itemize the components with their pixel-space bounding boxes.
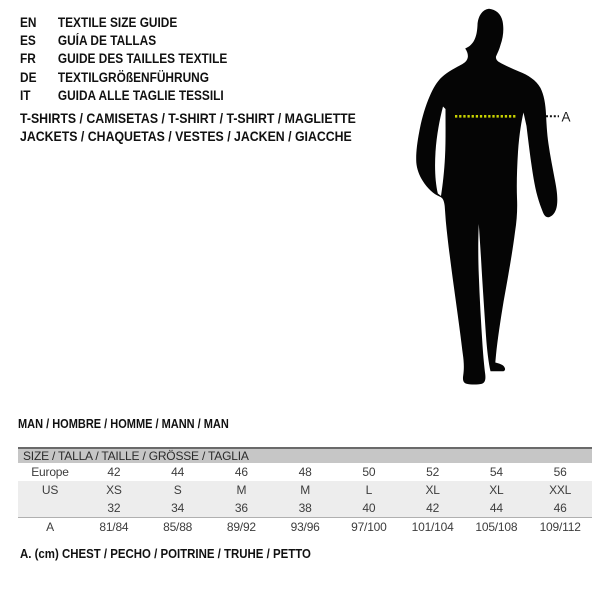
cell: XXL <box>528 481 592 499</box>
cell: 52 <box>426 465 440 479</box>
cell: 34 <box>146 499 210 518</box>
cell: 85/88 <box>146 518 210 537</box>
cell: 56 <box>553 465 567 479</box>
size-table-header: SIZE / TALLA / TAILLE / GRÖSSE / TAGLIA <box>18 448 592 463</box>
cell: XL <box>465 481 529 499</box>
row-label: US <box>18 481 82 499</box>
lang-code: ES <box>20 33 36 49</box>
table-row-alt-size <box>18 499 592 518</box>
cell: 48 <box>298 465 312 479</box>
man-silhouette <box>416 9 557 385</box>
row-label <box>18 499 82 518</box>
cell: 46 <box>528 499 592 518</box>
measurement-footnote: A. (cm) CHEST / PECHO / POITRINE / TRUHE / PETTO <box>20 546 311 561</box>
cell: 44 <box>465 499 529 518</box>
measure-label-a: A <box>561 109 571 125</box>
cell: 89/92 <box>210 518 274 537</box>
lang-label: TEXTILE SIZE GUIDE <box>57 15 178 30</box>
cell: M <box>210 481 274 499</box>
size-table-container <box>18 447 592 536</box>
cell: 50 <box>362 465 376 479</box>
lang-code: EN <box>20 15 37 30</box>
lang-label: GUIDA ALLE TAGLIE TESSILI <box>57 87 224 103</box>
category-line-tshirts: T-SHIRTS / CAMISETAS / T-SHIRT / T-SHIRT / MAGLIETTE <box>20 110 356 126</box>
lang-code: FR <box>20 51 36 67</box>
cell: 54 <box>489 465 503 479</box>
cell: 46 <box>234 465 248 479</box>
cell: 36 <box>210 499 274 518</box>
row-label: A <box>18 518 82 537</box>
cell: 44 <box>171 465 185 479</box>
size-table <box>18 447 592 536</box>
cell: 97/100 <box>337 518 401 537</box>
row-label: Europe <box>31 465 69 479</box>
cell: 32 <box>82 499 146 518</box>
table-row-chest-a <box>18 518 592 537</box>
section-title-man: MAN / HOMBRE / HOMME / MANN / MAN <box>18 417 229 431</box>
cell: 93/96 <box>273 518 337 537</box>
cell: XS <box>82 481 146 499</box>
cell: 40 <box>337 499 401 518</box>
lang-label: GUIDE DES TAILLES TEXTILE <box>57 51 228 67</box>
category-line-jackets: JACKETS / CHAQUETAS / VESTES / JACKEN / GIACCHE <box>20 128 352 145</box>
size-table-header-row <box>18 448 592 463</box>
cell: XL <box>401 481 465 499</box>
cell: M <box>273 481 337 499</box>
table-row-us <box>18 481 592 499</box>
cell: S <box>146 481 210 499</box>
lang-code: IT <box>20 87 31 103</box>
cell: 38 <box>273 499 337 518</box>
cell: 42 <box>401 499 465 518</box>
lang-label: TEXTILGRÖßENFÜHRUNG <box>57 69 209 85</box>
cell: 105/108 <box>465 518 529 537</box>
table-row-europe <box>18 463 592 481</box>
cell: 81/84 <box>82 518 146 537</box>
cell: L <box>337 481 401 499</box>
cell: 109/112 <box>528 518 592 537</box>
cell: 101/104 <box>401 518 465 537</box>
lang-code: DE <box>20 69 37 85</box>
lang-label: GUÍA DE TALLAS <box>57 33 157 49</box>
cell: 42 <box>107 465 121 479</box>
